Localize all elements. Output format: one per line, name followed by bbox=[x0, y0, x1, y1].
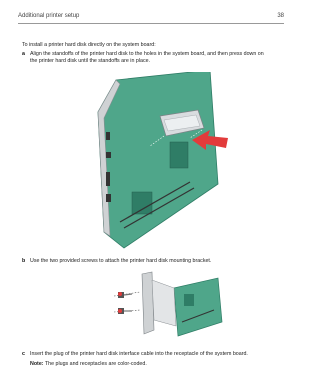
step-a-line1: Align the standoffs of the printer hard disk to the holes in the system board, and then press down on bbox=[30, 51, 264, 57]
port-icon bbox=[106, 172, 110, 186]
port-icon bbox=[106, 132, 110, 140]
system-board-shape bbox=[98, 72, 218, 248]
bracket-screws-illustration bbox=[108, 270, 228, 340]
chip-icon bbox=[132, 192, 152, 214]
note-text: The plugs and receptacles are color-coded. bbox=[43, 361, 147, 367]
note-label: Note: bbox=[30, 361, 44, 367]
step-c-line1: Insert the plug of the printer hard disk interface cable into the receptacle of the system board. bbox=[30, 351, 248, 357]
header-title: Additional printer setup bbox=[18, 13, 80, 19]
screw-guide-icon bbox=[114, 292, 140, 296]
intro-text: To install a printer hard disk directly on the system board: bbox=[22, 42, 156, 48]
port-icon bbox=[106, 152, 111, 158]
header-divider bbox=[18, 23, 284, 24]
chip-icon bbox=[184, 294, 194, 306]
step-c-letter: c bbox=[22, 351, 25, 357]
step-a-line2: the printer hard disk until the standoffs are in place. bbox=[30, 58, 151, 64]
step-a-letter: a bbox=[22, 51, 25, 57]
mounting-bracket-icon bbox=[152, 280, 176, 326]
screw-marker-icon bbox=[118, 292, 122, 296]
page-header bbox=[18, 13, 284, 23]
board-shape bbox=[174, 278, 222, 336]
chip-icon bbox=[170, 142, 188, 168]
step-b-line1: Use the two provided screws to attach the printer hard disk mounting bracket. bbox=[30, 258, 212, 264]
port-icon bbox=[106, 194, 111, 202]
hard-disk-install-illustration bbox=[80, 72, 230, 252]
page-number: 38 bbox=[277, 13, 284, 19]
screw-marker-icon bbox=[118, 309, 122, 313]
step-b-letter: b bbox=[22, 258, 26, 264]
note bbox=[30, 361, 147, 368]
